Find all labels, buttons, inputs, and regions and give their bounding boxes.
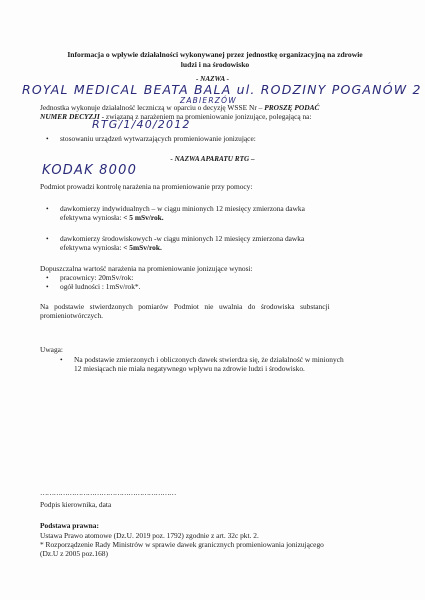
dosimeter-value: < 5 mSv/rok.	[123, 213, 164, 223]
intro-part-1-italic: PROSZĘ PODAĆ	[264, 103, 320, 112]
handwritten-decision-number: RTG/1/40/2012	[92, 118, 191, 131]
bullet-dot: •	[46, 234, 49, 243]
dosimeter-value: < 5mSv/rok.	[123, 243, 162, 253]
bullet-dot: •	[46, 273, 49, 282]
usage-bullet-text: stosowaniu urządzeń wytwarzających promieniowanie jonizujące:	[60, 134, 256, 143]
title-line-2: ludzi i na środowisko	[180, 59, 250, 69]
dosimeter-line-2: efektywna wyniosła:	[60, 213, 124, 223]
handwritten-device-name: KODAK 8000	[42, 163, 138, 178]
statement-paragraph	[40, 302, 390, 320]
uwaga-line-1: Na podstawie zmierzonych i obliczonych dawek stwierdza się, że działalność w minionych	[74, 355, 344, 364]
legal-line-2: * Rozporządzenie Rady Ministrów w sprawie dawek granicznych promieniowania jonizującego	[40, 540, 324, 550]
title-line-1: Informacja o wpływie działalności wykonywanej przez jednostkę organizacyjną na zdrowie	[67, 50, 363, 59]
document-title	[40, 50, 390, 69]
signature-dots: ……………………………………………………	[40, 488, 176, 497]
handwritten-entity-name: ROYAL MEDICAL BEATA BALA ul. RODZINY POGANÓW 2	[22, 82, 422, 97]
intro-part-1: Jednostka wykonuje działalność leczniczą w oparciu o decyzję WSSE Nr –	[40, 103, 263, 112]
signature-label: Podpis kierownika, data	[40, 500, 112, 509]
limits-intro: Dopuszczalna wartość narażenia na promieniowanie jonizujące wynosi:	[40, 264, 253, 273]
bullet-dot: •	[60, 355, 63, 364]
statement-line-1: Na podstawie stwierdzonych pomiarów Podmiot nie uwalnia do środowiska substancji	[40, 302, 330, 311]
intro-part-2: - związaną z narażeniem na promieniowanie jonizujące, polegającą na:	[101, 112, 312, 122]
legal-title: Podstawa prawna:	[40, 521, 99, 530]
limit-item-text: ogół ludności : 1mSv/rok*.	[60, 282, 141, 291]
limit-item-text: pracownicy: 20mSv/rok:	[60, 273, 134, 282]
dosimeter-line-1: dawkomierzy indywidualnych – w ciągu minionych 12 miesięcy zmierzona dawka	[60, 204, 305, 213]
bullet-dot: •	[46, 134, 49, 143]
legal-basis	[40, 531, 400, 559]
device-label: - NAZWA APARATU RTG –	[170, 155, 255, 163]
legal-line-3: (Dz.U z 2005 poz.168)	[40, 549, 108, 559]
intro-part-2-italic: NUMER DECYZJI	[40, 112, 100, 122]
dosimeter-line-2: efektywna wyniosła:	[60, 243, 124, 253]
uwaga-line-2: 12 miesiącach nie miała negatywnego wpływu na zdrowie ludzi i środowisko.	[74, 364, 305, 374]
bullet-dot: •	[46, 282, 49, 291]
dosimeter-line-1: dawkomierzy środowiskowych -w ciągu minionych 12 miesięcy zmierzona dawka	[60, 234, 305, 243]
handwritten-city: ZABIERZÓW	[180, 96, 237, 105]
control-intro: Podmiot prowadzi kontrolę narażenia na promieniowanie przy pomocy:	[40, 182, 253, 191]
legal-line-1: Ustawa Prawo atomowe (Dz.U. 2019 poz. 1792) zgodnie z art. 32c pkt. 2.	[40, 531, 259, 540]
statement-line-2: promieniotwórczych.	[40, 311, 104, 321]
bullet-dot: •	[46, 204, 49, 213]
uwaga-label: Uwaga:	[40, 345, 63, 354]
nazwa-label: - NAZWA -	[195, 75, 229, 83]
